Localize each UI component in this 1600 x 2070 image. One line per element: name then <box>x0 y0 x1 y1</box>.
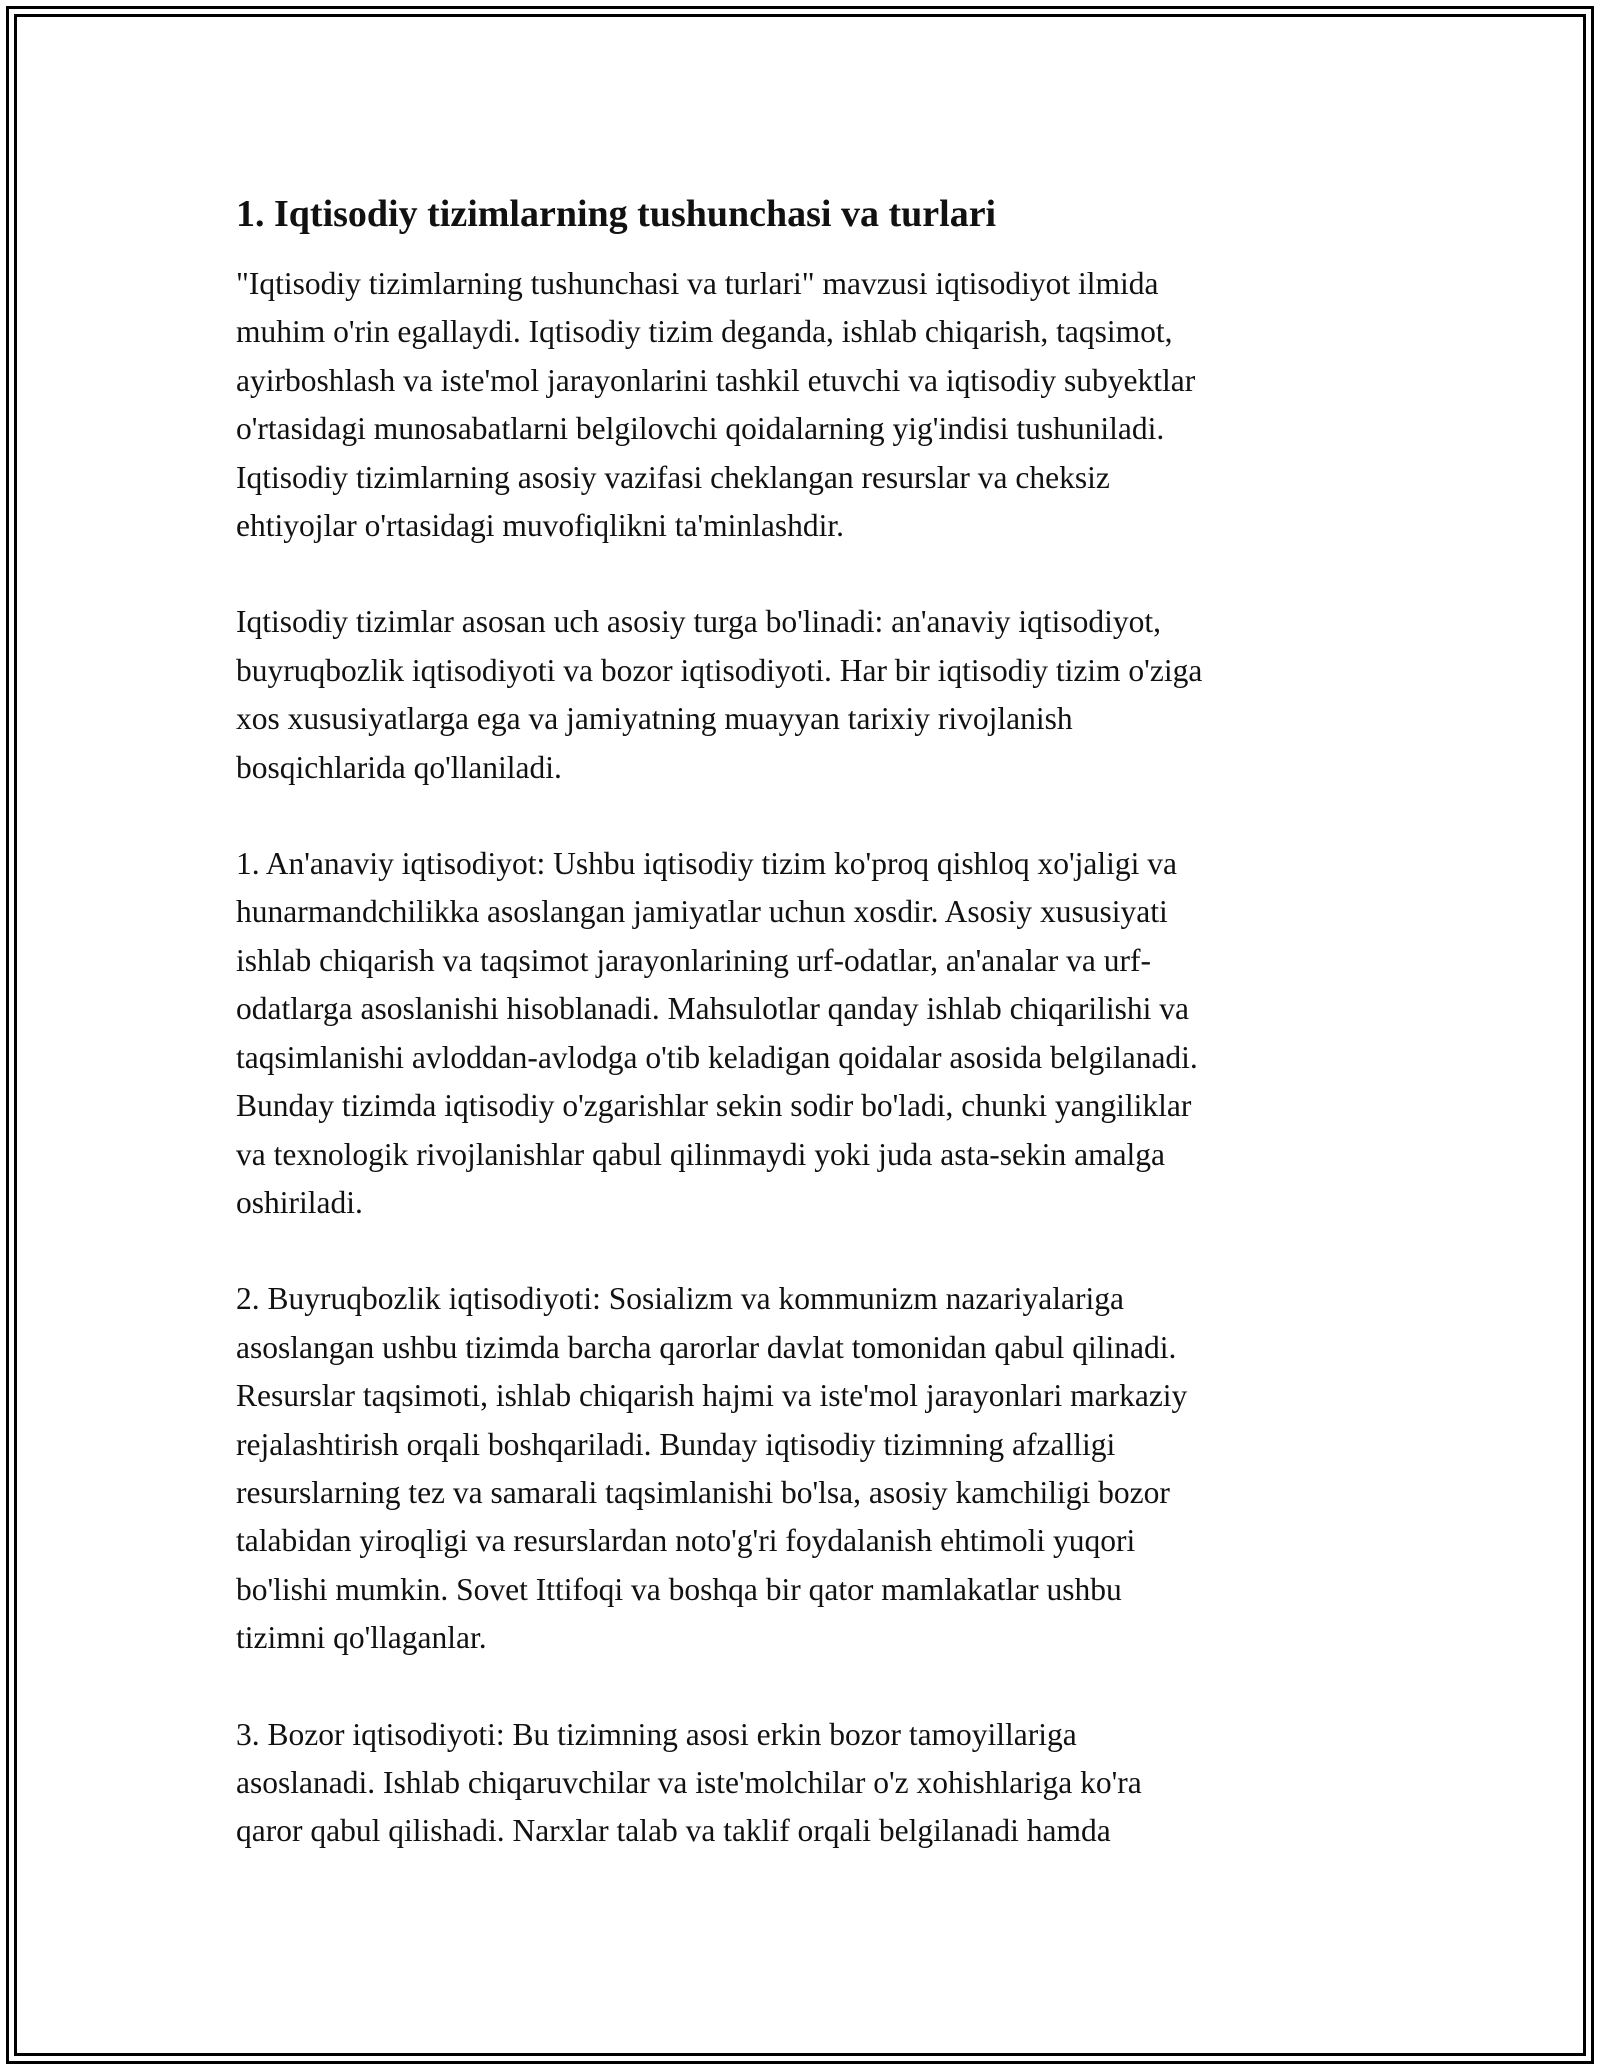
paragraph-market-economy: 3. Bozor iqtisodiyoti: Bu tizimning asosi erkin bozor tamoyillariga asoslanadi. Ishlab chiqaruvchilar va iste'molchilar o'z xohishlariga ko'ra qaror qabul qilishadi. Narxlar talab va taklif orqali belgilanadi hamda <box>236 1716 1142 1849</box>
paragraph-command-economy: 2. Buyruqbozlik iqtisodiyoti: Sosializm va kommunizm nazariyalariga asoslangan ushbu tizimda barcha qarorlar davlat tomonidan qabul qilinadi. Resurslar taqsimoti, ishlab chiqarish hajmi va iste'mol jarayonlari markaziy rejalashtirish orqali boshqariladi. Bunday iqtisodiy tizimning afzalligi resurslarning tez va samarali taqsimlanishi bo'lsa, asosiy kamchiligi bozor talabidan yiroqligi va resurslardan noto'g'ri foydalanish ehtimoli yuqori bo'lishi mumkin. Sovet Ittifoqi va boshqa bir qator mamlakatlar ushbu tizimni qo'llaganlar. <box>236 1281 1188 1656</box>
document-body <box>236 190 1366 1904</box>
paragraph-intro: "Iqtisodiy tizimlarning tushunchasi va turlari" mavzusi iqtisodiyot ilmida muhim o'rin egallaydi. Iqtisodiy tizim deganda, ishlab chiqarish, taqsimot, ayirboshlash va iste'mol jarayonlarini tashkil etuvchi va iqtisodiy subyektlar o'rtasidagi munosabatlarni belgilovchi qoidalarning yig'indisi tushuniladi. Iqtisodiy tizimlarning asosiy vazifasi cheklangan resurslar va cheksiz ehtiyojlar o'rtasidagi muvofiqlikni ta'minlashdir. <box>236 266 1196 544</box>
paragraph-traditional-economy: 1. An'anaviy iqtisodiyot: Ushbu iqtisodiy tizim ko'proq qishloq xo'jaligi va hunarmandchilikka asoslangan jamiyatlar uchun xosdir. Asosiy xususiyati ishlab chiqarish va taqsimot jarayonlarining urf-odatlar, an'analar va urf- odatlarga asoslanishi hisoblanadi. Mahsulotlar qanday ishlab chiqarilishi va taqsimlanishi avloddan-avlodga o'tib keladigan qoidalar asosida belgilanadi. Bunday tizimda iqtisodiy o'zgarishlar sekin sodir bo'ladi, chunki yangiliklar va texnologik rivojlanishlar qabul qilinmaydi yoki juda asta-sekin amalga oshiriladi. <box>236 846 1198 1220</box>
page-title: 1. Iqtisodiy tizimlarning tushunchasi va turlari <box>236 193 997 235</box>
paragraph-types: Iqtisodiy tizimlar asosan uch asosiy turga bo'linadi: an'anaviy iqtisodiyot, buyruqbozlik iqtisodiyoti va bozor iqtisodiyoti. Har bir iqtisodiy tizim o'ziga xos xususiyatlarga ega va jamiyatning muayyan tarixiy rivojlanish bosqichlarida qo'llaniladi. <box>236 604 1203 785</box>
